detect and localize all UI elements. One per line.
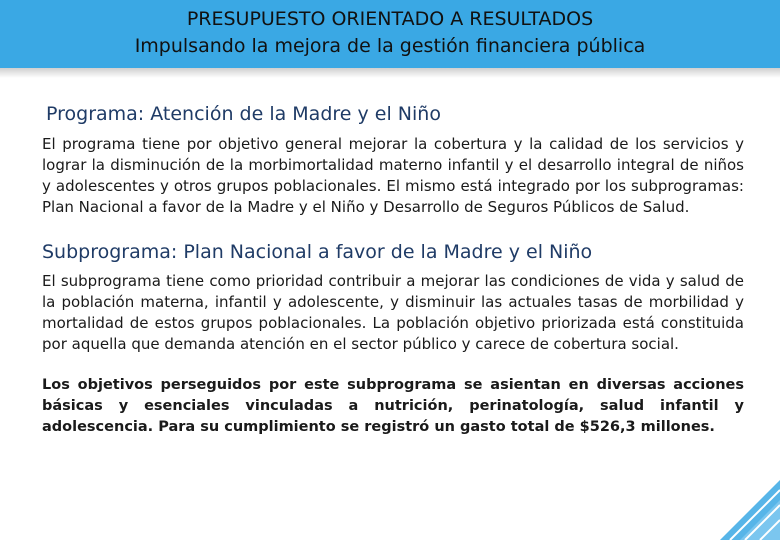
program-title: Programa: Atención de la Madre y el Niño	[46, 103, 441, 125]
subprogram-title: Subprograma: Plan Nacional a favor de la Madre y el Niño	[42, 241, 593, 263]
header-divider	[0, 68, 780, 78]
corner-decoration-graphic	[700, 460, 780, 540]
program-description: El programa tiene por objetivo general mejorar la cobertura y la calidad de los servicios y lograr la disminución de la morbimortalidad materno infantil y el desarrollo integral de niños y adolescentes y otros grupos poblacionales. El mismo está integrado por los subprogramas: Plan Nacional a favor de la Madre y el Niño y Desarrollo de Seguros Públicos de Salud.	[42, 135, 744, 216]
slide-content	[42, 102, 744, 438]
subprogram-description: El subprograma tiene como prioridad contribuir a mejorar las condiciones de vida y salud de la población materna, infantil y adolescente, y disminuir las actuales tasas de morbilidad y mortalidad de estos grupos poblacionales. La población objetivo priorizada está constituida por aquella que demanda atención en el sector público y carece de cobertura social.	[42, 272, 744, 353]
objectives-paragraph: Los objetivos perseguidos por este subprograma se asientan en diversas acciones básicas y esenciales vinculadas a nutrición, perinatología, salud infantil y adolescencia. Para su cumplimiento se registró un gasto total de $526,3 millones.	[42, 377, 744, 435]
slide-subtitle: Impulsando la mejora de la gestión financiera pública	[134, 35, 646, 57]
slide-header	[0, 0, 780, 68]
slide-title: PRESUPUESTO ORIENTADO A RESULTADOS	[186, 8, 594, 30]
